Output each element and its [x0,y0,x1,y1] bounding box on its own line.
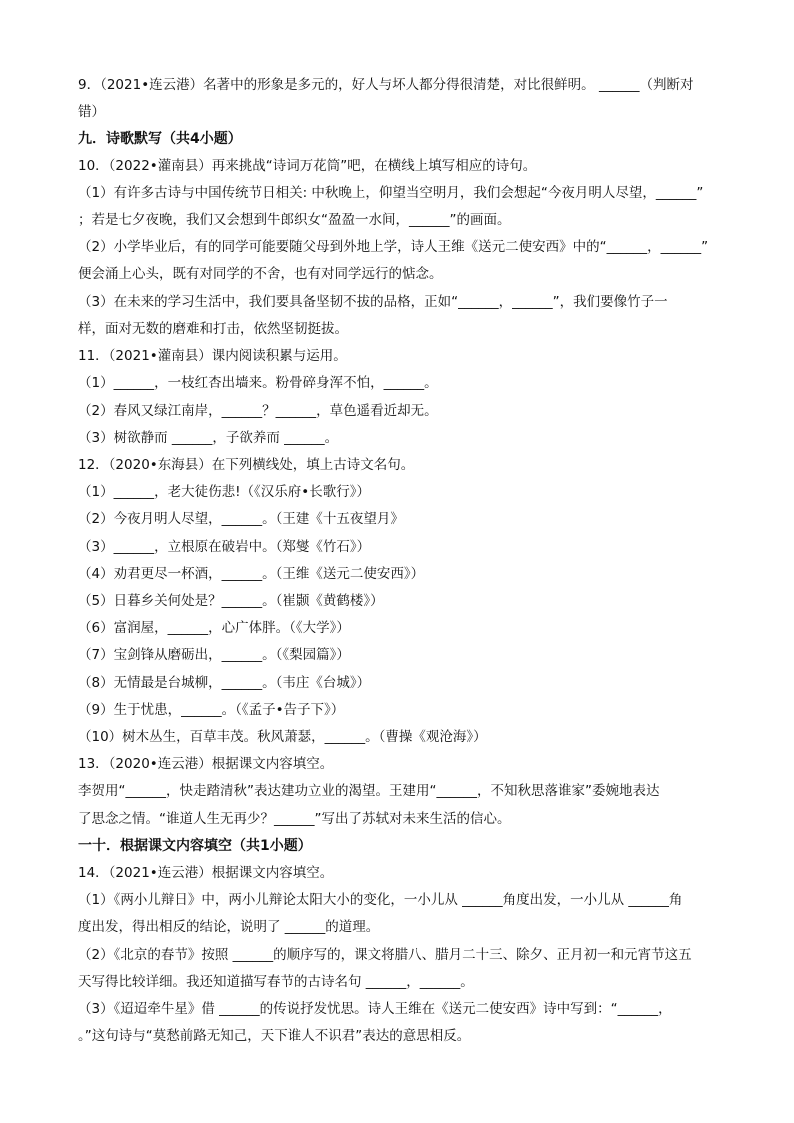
q10-3-line-1: （3）在未来的学习生活中，我们要具备坚韧不拔的品格，正如“______，______”，我们要像竹子一 [78,294,668,310]
q11-1: （1）______，一枝红杏出墙来。粉骨碎身浑不怕，______。 [78,375,438,391]
q12-4: （4）劝君更尽一杯酒，______。（王维《送元二使安西》） [78,566,425,582]
q11-3: （3）树欲静而 ______，子欲养而 ______。 [78,430,339,446]
q14-3-line-1: （3）《迢迢牵牛星》借 ______的传说抒发忧思。诗人王维在《送元二使安西》诗中写到：“______， [78,1001,672,1017]
q13-title: 13．（2020•连云港）根据课文内容填空。 [78,756,334,772]
q14-3-line-2: 。”这句诗与“莫愁前路无知己，天下谁人不识君”表达的意思相反。 [78,1028,471,1044]
q12-10: （10）树木丛生，百草丰茂。秋风萧瑟，______。（曹操《观沧海》） [78,729,487,745]
section-heading-10: 一十．根据课文内容填空（共1小题） [78,838,312,854]
q10-2-line-2: 便会涌上心头，既有对同学的不舍，也有对同学远行的惦念。 [78,266,443,282]
q10-1-line-2: ；若是七夕夜晚，我们又会想到牛郎织女“盈盈一水间，______”的画面。 [78,212,511,228]
q12-1: （1）______，老大徒伤悲!（《汉乐府•长歌行》） [78,484,370,500]
q12-6: （6）富润屋，______，心广体胖。（《大学》） [78,620,350,636]
q12-8: （8）无情最是台城柳，______。（韦庄《台城》） [78,675,371,691]
q10-1-line-1: （1）有许多古诗与中国传统节日相关: 中秋晚上，仰望当空明月，我们会想起“今夜月明人尽望，______” [78,185,704,201]
q14-2-line-1: （2）《北京的春节》按照 ______的顺序写的，课文将腊八、腊月二十三、除夕、正月初一和元宵节这五 [78,947,692,963]
section-heading-9: 九．诗歌默写（共4小题） [78,131,242,147]
q14-title: 14．（2021•连云港）根据课文内容填空。 [78,865,334,881]
q14-1-line-2: 度出发，得出相反的结论，说明了 ______的道理。 [78,919,380,935]
q12-9: （9）生于忧患，______。（《孟子•告子下》） [78,702,345,718]
q11-title: 11．（2021•灌南县）课内阅读积累与运用。 [78,348,347,364]
q12-5: （5）日暮乡关何处是？______。（崔颢《黄鹤楼》） [78,593,384,609]
q9-line-1: 9．（2021•连云港）名著中的形象是多元的，好人与坏人都分得很清楚，对比很鲜明。 ______（判断对 [78,77,694,93]
q14-2-line-2: 天写得比较详细。我还知道描写春节的古诗名句 ______，______。 [78,974,474,990]
q13-line-2: 了思念之情。“谁道人生无再少？______”写出了苏轼对未来生活的信心。 [78,811,511,827]
q9-line-2: 错） [78,104,105,120]
q11-2: （2）春风又绿江南岸，______？______，草色遥看近却无。 [78,403,438,419]
q12-3: （3）______，立根原在破岩中。（郑燮《竹石》） [78,539,371,555]
q12-2: （2）今夜月明人尽望，______。（王建《十五夜望月》 [78,511,404,527]
q10-2-line-1: （2）小学毕业后，有的同学可能要随父母到外地上学，诗人王维《送元二使安西》中的“______，______” [78,239,709,255]
q10-3-line-2: 样，面对无数的磨难和打击，依然坚韧挺拔。 [78,321,348,337]
q14-1-line-1: （1）《两小儿辩日》中，两小儿辩论太阳大小的变化，一小儿从 ______角度出发，一小儿从 ______角 [78,892,683,908]
q12-7: （7）宝剑锋从磨砺出，______。（《梨园篇》） [78,647,350,663]
q12-title: 12．（2020•东海县）在下列横线处，填上古诗文名句。 [78,457,415,473]
q13-line-1: 李贺用“______，快走踏清秋”表达建功立业的渴望。王建用“______，不知秋思落谁家”委婉地表达 [78,783,660,799]
q10-title: 10．（2022•灌南县）再来挑战“诗词万花筒”吧，在横线上填写相应的诗句。 [78,158,537,174]
